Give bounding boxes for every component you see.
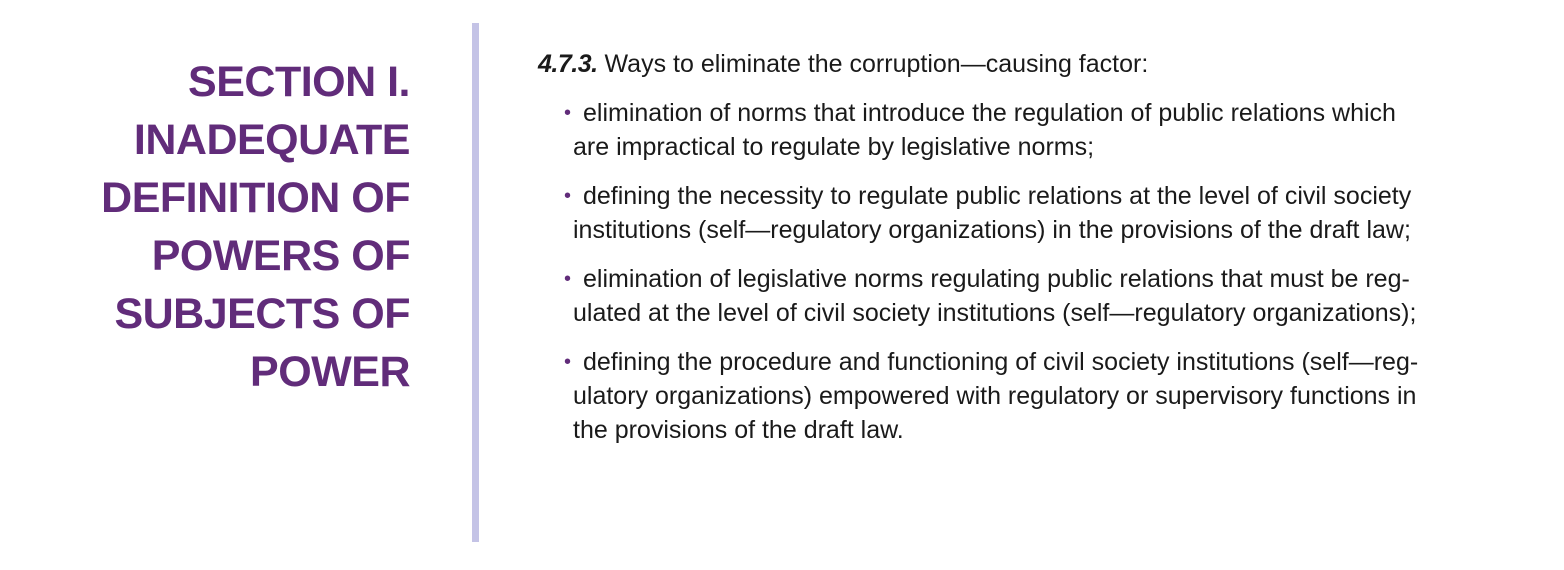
list-item-text bbox=[573, 262, 1538, 330]
section-title-line: SUBJECTS OF bbox=[114, 289, 410, 338]
list-item-line: elimination of norms that introduce the regulation of public relations which bbox=[583, 99, 1396, 127]
section-title-line: INADEQUATE bbox=[133, 115, 410, 164]
bullet-icon: • bbox=[564, 351, 572, 373]
list-item-text bbox=[573, 345, 1538, 447]
section-title-line: POWERS OF bbox=[151, 231, 410, 280]
bullet-list bbox=[538, 96, 1538, 447]
list-item-line: institutions (self—regulatory organizations) in the provisions of the draft law; bbox=[573, 216, 1411, 244]
list-item-line: ulatory organizations) empowered with regulatory or supervisory functions in bbox=[573, 382, 1417, 410]
list-item-text bbox=[573, 179, 1538, 247]
section-title bbox=[40, 53, 410, 401]
list-item-line: are impractical to regulate by legislative norms; bbox=[573, 133, 1095, 161]
section-title-line: DEFINITION OF bbox=[101, 173, 410, 222]
subsection-heading bbox=[538, 46, 1538, 82]
list-item bbox=[538, 345, 1538, 447]
list-item-text bbox=[573, 96, 1538, 164]
list-item-line: elimination of legislative norms regulating public relations that must be reg- bbox=[583, 265, 1410, 293]
bullet-icon: • bbox=[564, 185, 572, 207]
list-item-line: ulated at the level of civil society institutions (self—regulatory organizations); bbox=[573, 299, 1417, 327]
list-item-line: defining the necessity to regulate public relations at the level of civil society bbox=[583, 182, 1412, 210]
list-item-line: the provisions of the draft law. bbox=[573, 416, 904, 444]
content-block bbox=[538, 46, 1538, 462]
vertical-divider bbox=[472, 23, 479, 542]
list-item-line: defining the procedure and functioning of civil society institutions (self—reg- bbox=[583, 348, 1419, 376]
list-item bbox=[538, 262, 1538, 330]
subsection-number: 4.7.3. bbox=[538, 50, 598, 78]
list-item bbox=[538, 179, 1538, 247]
bullet-icon: • bbox=[564, 102, 572, 124]
section-title-line: POWER bbox=[250, 347, 410, 396]
bullet-icon: • bbox=[564, 268, 572, 290]
section-title-line: SECTION I. bbox=[188, 57, 410, 106]
list-item bbox=[538, 96, 1538, 164]
subsection-heading-text: Ways to eliminate the corruption—causing factor: bbox=[604, 50, 1149, 78]
